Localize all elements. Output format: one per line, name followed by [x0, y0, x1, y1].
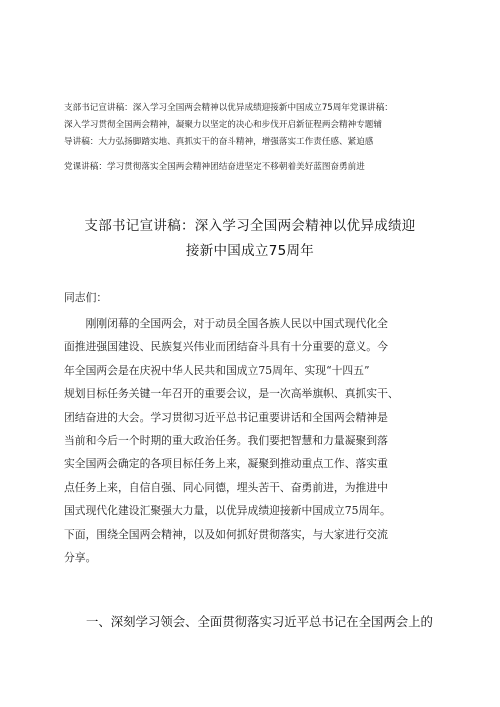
- body-line: 面推进强国建设、民族复兴伟业而团结奋斗具有十分重要的意义。今: [64, 340, 388, 354]
- document-title-line-2: 接新中国成立75周年: [185, 243, 315, 259]
- body-line: 年全国两会是在庆祝中华人民共和国成立75周年、实现“十四五”: [64, 363, 370, 377]
- body-line: 实全国两会确定的各项目标任务上来，凝聚到推动重点工作、落实重: [64, 457, 388, 471]
- toc-entry-2[interactable]: 党课讲稿：学习贯彻落实全国两会精神团结奋进坚定不移朝着美好蓝图奋勇前进: [64, 162, 365, 172]
- body-line: 下面，围绕全国两会精神，以及如何抓好贯彻落实，与大家进行交流: [64, 527, 388, 541]
- document-title-line-1: 支部书记宣讲稿：深入学习全国两会精神以优异成绩迎: [84, 218, 416, 234]
- body-line: 规划目标任务关键一年召开的重要会议，是一次高举旗帜、真抓实干、: [64, 387, 399, 401]
- body-line: 国式现代化建设汇聚强大力量，以优异成绩迎接新中国成立75周年。: [64, 504, 391, 518]
- body-paragraph: [64, 312, 440, 569]
- document-title: [60, 214, 440, 264]
- body-line: 刚刚闭幕的全国两会，对于动员全国各族人民以中国式现代化全: [64, 317, 388, 330]
- body-line: 分享。: [64, 551, 97, 565]
- toc-entry-1-line-3[interactable]: 导讲稿：大力弘扬脚踏实地、真抓实干的奋斗精神，增强落实工作责任感、紧迫感: [64, 137, 374, 147]
- table-of-contents: [64, 100, 446, 176]
- toc-entry-1-line-1[interactable]: 支部书记宣讲稿：深入学习全国两会精神以优异成绩迎接新中国成立75周年党课讲稿：: [64, 103, 393, 113]
- salutation: 同志们：: [64, 291, 108, 304]
- body-line: 点任务上来，自信自强、同心同德，埋头苦干、奋勇前进，为推进中: [64, 480, 388, 494]
- body-line: 当前和今后一个时期的重大政治任务。我们要把智慧和力量凝聚到落: [64, 434, 388, 448]
- body-line: 团结奋进的大会。学习贯彻习近平总书记重要讲话和全国两会精神是: [64, 410, 388, 424]
- section-heading: 一、深刻学习领会、全面贯彻落实习近平总书记在全国两会上的: [86, 614, 433, 629]
- toc-entry-1-line-2[interactable]: 深入学习贯彻全国两会精神，凝聚力以坚定的决心和步伐开启新征程两会精神专题辅: [64, 120, 382, 130]
